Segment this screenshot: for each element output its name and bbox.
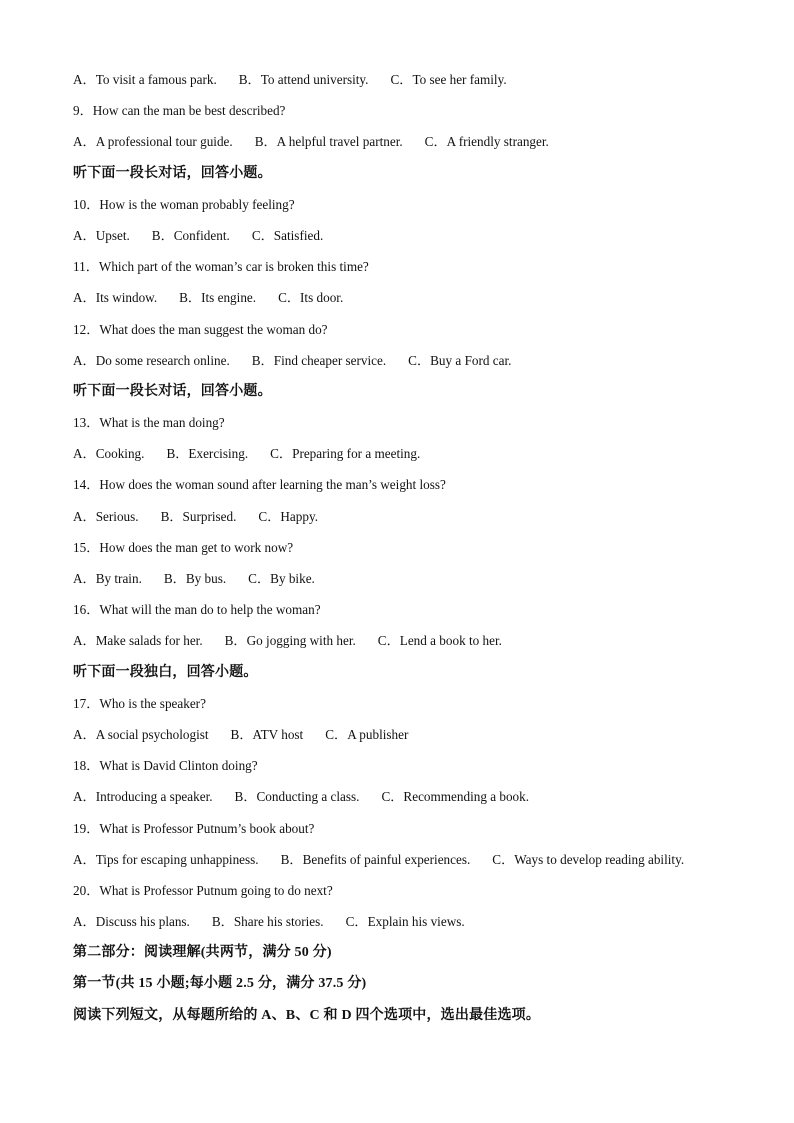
- answer-option: C．Explain his views.: [345, 914, 465, 930]
- answer-options: [73, 501, 773, 532]
- question-text: 15．How does the man get to work now?: [73, 539, 294, 555]
- answer-option: B．Exercising.: [166, 446, 249, 462]
- answer-option: C．Lend a book to her.: [377, 633, 502, 649]
- answer-option: A．Discuss his plans.: [73, 914, 190, 930]
- answer-option: B．Benefits of painful experiences.: [280, 851, 471, 867]
- answer-option: C．Happy.: [258, 508, 318, 524]
- question-text: 10．How is the woman probably feeling?: [73, 196, 295, 212]
- answer-option: C．Ways to develop reading ability.: [492, 851, 685, 867]
- section-heading: 听下面一段长对话，回答小题。: [73, 383, 272, 399]
- answer-option: B．Its engine.: [179, 290, 257, 306]
- section-heading: 听下面一段长对话，回答小题。: [73, 165, 272, 181]
- answer-option: A．To visit a famous park.: [73, 72, 217, 87]
- question-text: 17．Who is the speaker?: [73, 695, 206, 711]
- answer-option: A．Cooking.: [73, 446, 145, 462]
- answer-options: [73, 719, 773, 750]
- answer-option: C．A publisher: [325, 726, 409, 742]
- answer-option: A．Introducing a speaker.: [73, 789, 213, 805]
- answer-options: [73, 345, 773, 376]
- answer-option: A．By train.: [73, 571, 142, 586]
- question-text: 9．How can the man be best described?: [73, 103, 286, 119]
- answer-option: C．Preparing for a meeting.: [270, 446, 421, 462]
- answer-option: B．Surprised.: [160, 508, 237, 524]
- answer-option: A．Upset.: [73, 227, 130, 243]
- section-heading: 第二部分：阅读理解(共两节，满分 50 分): [73, 945, 332, 961]
- answer-options: [73, 906, 773, 937]
- answer-option: C．By bike.: [248, 571, 315, 586]
- answer-option: B．Find cheaper service.: [251, 352, 387, 368]
- answer-option: A．Tips for escaping unhappiness.: [73, 851, 259, 867]
- answer-option: A．Its window.: [73, 290, 158, 306]
- question-text: 19．What is Professor Putnum’s book about?: [73, 820, 315, 836]
- answer-option: B．Share his stories.: [211, 914, 324, 930]
- question-text: 18．What is David Clinton doing?: [73, 758, 258, 774]
- answer-options: [73, 126, 773, 157]
- section-heading: 听下面一段独白，回答小题。: [73, 664, 258, 680]
- answer-option: C．Buy a Ford car.: [408, 352, 512, 368]
- section-heading: 第一节(共 15 小题;每小题 2.5 分，满分 37.5 分): [73, 976, 367, 992]
- answer-option: C．Its door.: [278, 290, 344, 306]
- answer-option: C．To see her family.: [390, 72, 507, 87]
- answer-options: [73, 438, 773, 469]
- answer-option: A．Serious.: [73, 508, 139, 524]
- answer-options: [73, 625, 773, 656]
- answer-option: A．Make salads for her.: [73, 633, 203, 649]
- question-text: 11．Which part of the woman’s car is broken this time?: [73, 259, 369, 275]
- answer-option: A．Do some research online.: [73, 352, 230, 368]
- answer-options: [73, 563, 773, 594]
- answer-option: A．A professional tour guide.: [73, 134, 233, 150]
- question-text: 12．What does the man suggest the woman do?: [73, 321, 328, 337]
- answer-options: [73, 220, 773, 251]
- answer-option: B．To attend university.: [238, 72, 369, 87]
- document-page: [73, 64, 773, 1031]
- answer-option: B．Conducting a class.: [234, 789, 360, 805]
- question-text: 16．What will the man do to help the woman?: [73, 602, 321, 618]
- answer-option: B．By bus.: [163, 571, 227, 586]
- answer-options: [73, 844, 773, 875]
- answer-option: B．Go jogging with her.: [224, 633, 356, 649]
- answer-options: [73, 282, 773, 313]
- section-heading: 阅读下列短文，从每题所给的 A、B、C 和 D 四个选项中，选出最佳选项。: [73, 1007, 541, 1023]
- answer-options: [73, 781, 773, 812]
- answer-option: B．Confident.: [151, 227, 230, 243]
- answer-option: B．ATV host: [230, 726, 304, 742]
- question-text: 14．How does the woman sound after learning the man’s weight loss?: [73, 477, 446, 493]
- question-text: 20．What is Professor Putnum going to do next?: [73, 882, 333, 898]
- answer-option: C．A friendly stranger.: [424, 134, 549, 150]
- answer-option: C．Satisfied.: [251, 227, 324, 243]
- question-text: 13．What is the man doing?: [73, 415, 225, 431]
- answer-option: B．A helpful travel partner.: [254, 134, 403, 150]
- answer-options: [73, 64, 773, 95]
- answer-option: A．A social psychologist: [73, 726, 209, 742]
- answer-option: C．Recommending a book.: [381, 789, 530, 805]
